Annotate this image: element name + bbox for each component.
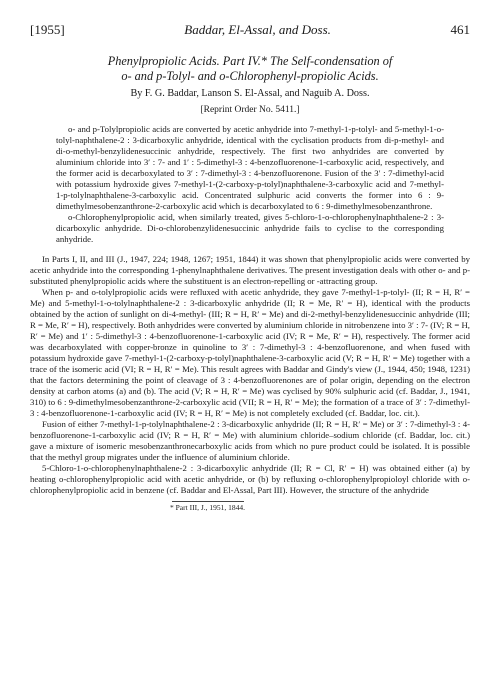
- body-paragraph: When p- and o-tolylpropiolic acids were refluxed with acetic anhydride, they gave 7-methyl-1-p-tolyl- (II; R = H, R′ = Me) and 5-methyl-1-o-tolylnaphthalene-2 : 3-dicarboxylic anhydride (II; R = Me, R′ = H), identical with the products obtained by the action of sunlight on di-4-methyl- (III; R = H, R′ = Me) and di-2-methyl-benzylidenesuccinic anhydride (III; R = Me, R′ = H), respectively. Both anhydrides were converted by aluminium chloride in nitrobenzene into 3′ : 7- (IV; R = H, R′ = Me) and 1′ : 5-dimethyl-3 : 4-benzofluorenone-1-carboxylic acid (IV; R = Me, R′ = H), respectively. The former acid was decarboxylated with copper-bronze in quinoline to 3′ : 7-dimethyl-3 : 4-benzofluorenone, and when fused with potassium hydroxide gave 7-methyl-1-(2-carboxy-p-tolyl)naphthalene-3-carboxylic acid (V; R = H, R′ = Me) together with a trace of the isomeric acid (VI; R = H, R′ = Me). This result agrees with Baddar and Gindy's view (J., 1944, 450; 1948, 1231) that the factors determining the point of cleavage of 3 : 4-benzofluorenones are of polar origin, depending on the electron density at carbon atoms (a) and (b). The acid (V; R = H, R′ = Me) was cyclised by 90% sulphuric acid (cf. Baddar, J., 1941, 310) to 6 : 9-dimethylmesobenzanthrone-2-carboxylic acid (VII; R = H, R′ = Me); the formation of a trace of 3′ : 7-dimethyl-3 : 4-benzofluorenone-1-carboxylic acid (IV; R = H, R′ = Me) is not completely excluded (cf. Baddar, loc. cit.).: [30, 287, 470, 418]
- author-line: By F. G. Baddar, Lanson S. El-Assal, and Naguib A. Doss.: [130, 88, 370, 99]
- footnote-rule: [172, 501, 244, 502]
- title-line-1: Phenylpropiolic Acids. Part IV.* The Self-condensation of: [107, 54, 393, 68]
- footnote: * Part III, J., 1951, 1844.: [170, 503, 245, 513]
- body-paragraph: Fusion of either 7-methyl-1-p-tolylnaphthalene-2 : 3-dicarboxylic anhydride (II; R = H, R′ = Me) or 3′ : 7-dimethyl-3 : 4-benzofluorenone-1-carboxylic acid (IV; R = H, R′ = Me) with aluminium chloride–sodium chloride (cf. Baddar, loc. cit.) gave a mixture of isomeric mesobenzanthronecarboxylic acids from which no pure product could be isolated. It is possible that the methyl group migrates under the influence of aluminium chloride.: [30, 418, 470, 462]
- body-paragraph: In Parts I, II, and III (J., 1947, 224; 1948, 1267; 1951, 1844) it was shown that phenylpropiolic acids were converted by acetic anhydride into the corresponding 1-phenylnaphthalene derivatives. The present investigation deals with other o- and p-substituted phenylpropiolic acids where the substituent is an electron-repelling or -attracting group.: [30, 254, 470, 287]
- article-title: [30, 54, 470, 83]
- reprint-order: [Reprint Order No. 5411.]: [200, 105, 300, 115]
- body-paragraph: 5-Chloro-1-o-chlorophenylnaphthalene-2 : 3-dicarboxylic anhydride (II; R = Cl, R′ = H) was obtained either (a) by heating o-chlorophenylpropiolic acid with acetic anhydride, or (b) by refluxing o-chlorophenylpropioloyl chloride with o-chlorophenylpropiolic acid in benzene (cf. Baddar and El-Assal, Part III). However, the structure of the anhydride: [30, 462, 470, 495]
- abstract-paragraph: o- and p-Tolylpropiolic acids are converted by acetic anhydride into 7-methyl-1-p-tolyl- and 5-methyl-1-o-tolyl-naphthalene-2 : 3-dicarboxylic anhydride, identical with the cyclisation products from di-p-methyl- and di-o-methyl-benzylidenesuccinic anhydride, respectively. The first two anhydrides are converted by aluminium chloride into 3′ : 7- and 1′ : 5-dimethyl-3 : 4-benzofluorenone-1-carboxylic acid, respectively, and the former acid is decarboxylated to 3′ : 7-dimethyl-3 : 4-benzofluorenone. Fusion of the 3′ : 7-dimethyl-acid with potassium hydroxide gives 7-methyl-1-(2-carboxy-p-tolyl)naphthalene-3-carboxylic acid and 7-methyl-1-p-tolylnaphthalene-3-carboxylic acid. Concentrated sulphuric acid converts the former into 6 : 9-dimethylmesobenzanthrone-2-carboxylic acid which is decarboxylated to 6 : 9-dimethylmesobenzanthrone.: [56, 124, 444, 211]
- abstract-paragraph: o-Chlorophenylpropiolic acid, when similarly treated, gives 5-chloro-1-o-chlorophenylnaphthalene-2 : 3-dicarboxylic anhydride. Di-o-chlorobenzylidenesuccinic anhydride fails to cyclise to the corresponding anhydride.: [56, 211, 444, 244]
- page-header: [30, 22, 470, 38]
- running-head: Baddar, El-Assal, and Doss.: [184, 22, 331, 37]
- article-body: [30, 254, 470, 495]
- title-line-2: o- and p-Tolyl- and o-Chlorophenyl-propiolic Acids.: [121, 68, 379, 83]
- abstract: [56, 124, 444, 244]
- page-number: 461: [450, 22, 470, 37]
- year-label: [1955]: [30, 22, 65, 37]
